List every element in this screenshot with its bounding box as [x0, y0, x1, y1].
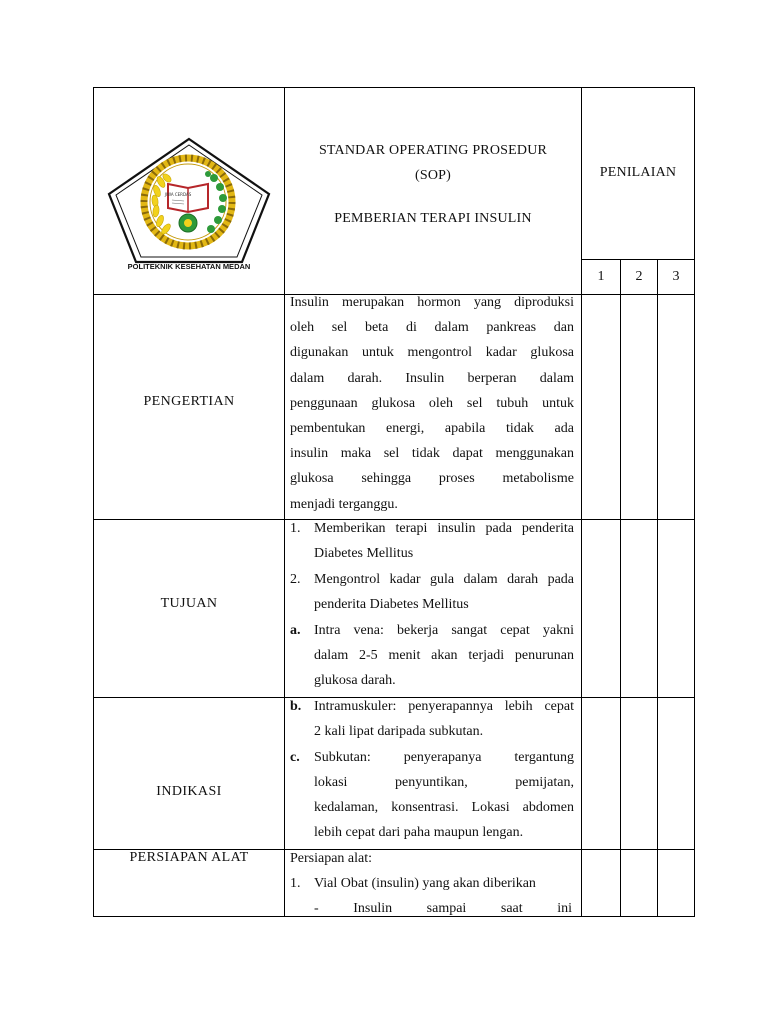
table-right-border	[694, 87, 695, 917]
score-column-divider	[581, 87, 582, 917]
logo-emblem-icon	[104, 136, 274, 274]
table-top-border	[93, 87, 695, 88]
list-item-text	[314, 745, 574, 845]
pengertian-line: oleh sel beta di dalam pankreas dan	[290, 320, 574, 336]
persiapan-intro: Persiapan alat:	[290, 851, 373, 866]
score-col-1-header: 1	[597, 269, 605, 284]
list-item-line: Memberikan terapi insulin pada penderita	[314, 521, 574, 536]
label-pengertian: PENGERTIAN	[143, 394, 235, 409]
logo-caption: POLITEKNIK KESEHATAN MEDAN	[127, 262, 251, 271]
score-col-2-header: 2	[635, 269, 643, 284]
label-tujuan: TUJUAN	[160, 596, 218, 611]
pengertian-line: digunakan untuk mengontrol kadar glukosa	[290, 345, 574, 361]
pengertian-line: Insulin merupakan hormon yang diproduksi	[290, 295, 574, 310]
score-col-1-2-divider	[620, 259, 621, 917]
list-item-text	[314, 567, 574, 617]
list-item-line: dalam 2-5 menit akan terjadi penurunan	[314, 648, 574, 663]
list-item-text: Vial Obat (insulin) yang akan diberikan	[314, 876, 536, 891]
list-item-line: penderita Diabetes Mellitus	[314, 597, 469, 612]
list-item-text	[314, 694, 574, 744]
pengertian-line: insulin maka sel tidak dapat menggunakan	[290, 446, 574, 462]
table-bottom-border	[93, 916, 695, 917]
list-marker: 2.	[290, 572, 301, 587]
penilaian-header: PENILAIAN	[599, 165, 677, 180]
list-item-line: Intramuskuler: penyerapannya lebih cepat	[314, 699, 574, 714]
pengertian-line: dalam darah. Insulin berperan dalam	[290, 370, 574, 386]
score-header-divider	[581, 259, 695, 260]
list-item-line: 2 kali lipat daripada subkutan.	[314, 724, 484, 739]
list-item-line: Subkutan: penyerapanya tergantung	[314, 750, 574, 765]
list-marker: 1.	[290, 876, 301, 891]
sop-subtitle: PEMBERIAN TERAPI INSULIN	[334, 211, 532, 226]
pengertian-text	[290, 290, 574, 517]
list-item-text	[314, 516, 574, 566]
label-persiapan-alat: PERSIAPAN ALAT	[129, 850, 249, 865]
list-item-line: lokasi penyuntikan, pemijatan,	[314, 775, 574, 790]
list-item-line: Mengontrol kadar gula dalam darah pada	[314, 572, 574, 587]
list-item-line: kedalaman, konsentrasi. Lokasi abdomen	[314, 800, 574, 815]
pengertian-line: glukosa sehingga proses metabolisme	[290, 471, 574, 487]
sop-title-line2: (SOP)	[414, 168, 451, 183]
list-item-line: lebih cepat dari paha maupun lengan.	[314, 825, 524, 840]
persiapan-sub-line	[314, 896, 572, 916]
score-col-2-3-divider	[657, 259, 658, 917]
list-marker: b.	[290, 699, 302, 714]
score-col-3-header: 3	[672, 269, 680, 284]
list-item-line: Diabetes Mellitus	[314, 546, 414, 561]
list-marker: a.	[290, 623, 301, 638]
list-item-line: Intra vena: bekerja sangat cepat yakni	[314, 623, 574, 638]
label-indikasi: INDIKASI	[156, 784, 222, 799]
sop-title	[285, 143, 581, 193]
list-item-text	[314, 618, 574, 693]
list-marker: c.	[290, 750, 300, 765]
pengertian-line: pembentukan energi, apabila tidak ada	[290, 421, 574, 437]
pengertian-line: menjadi terganggu.	[290, 496, 398, 512]
institution-logo	[104, 136, 274, 274]
list-item-text: - Insulin sampai saat ini	[314, 901, 572, 916]
list-item-line: glukosa darah.	[314, 673, 396, 688]
logo-book-text: JIWA CERDAS	[164, 192, 192, 197]
list-marker: 1.	[290, 521, 301, 536]
sop-title-line1: STANDAR OPERATING PROSEDUR	[318, 143, 548, 158]
pengertian-line: penggunaan glukosa oleh sel tubuh untuk	[290, 395, 574, 411]
